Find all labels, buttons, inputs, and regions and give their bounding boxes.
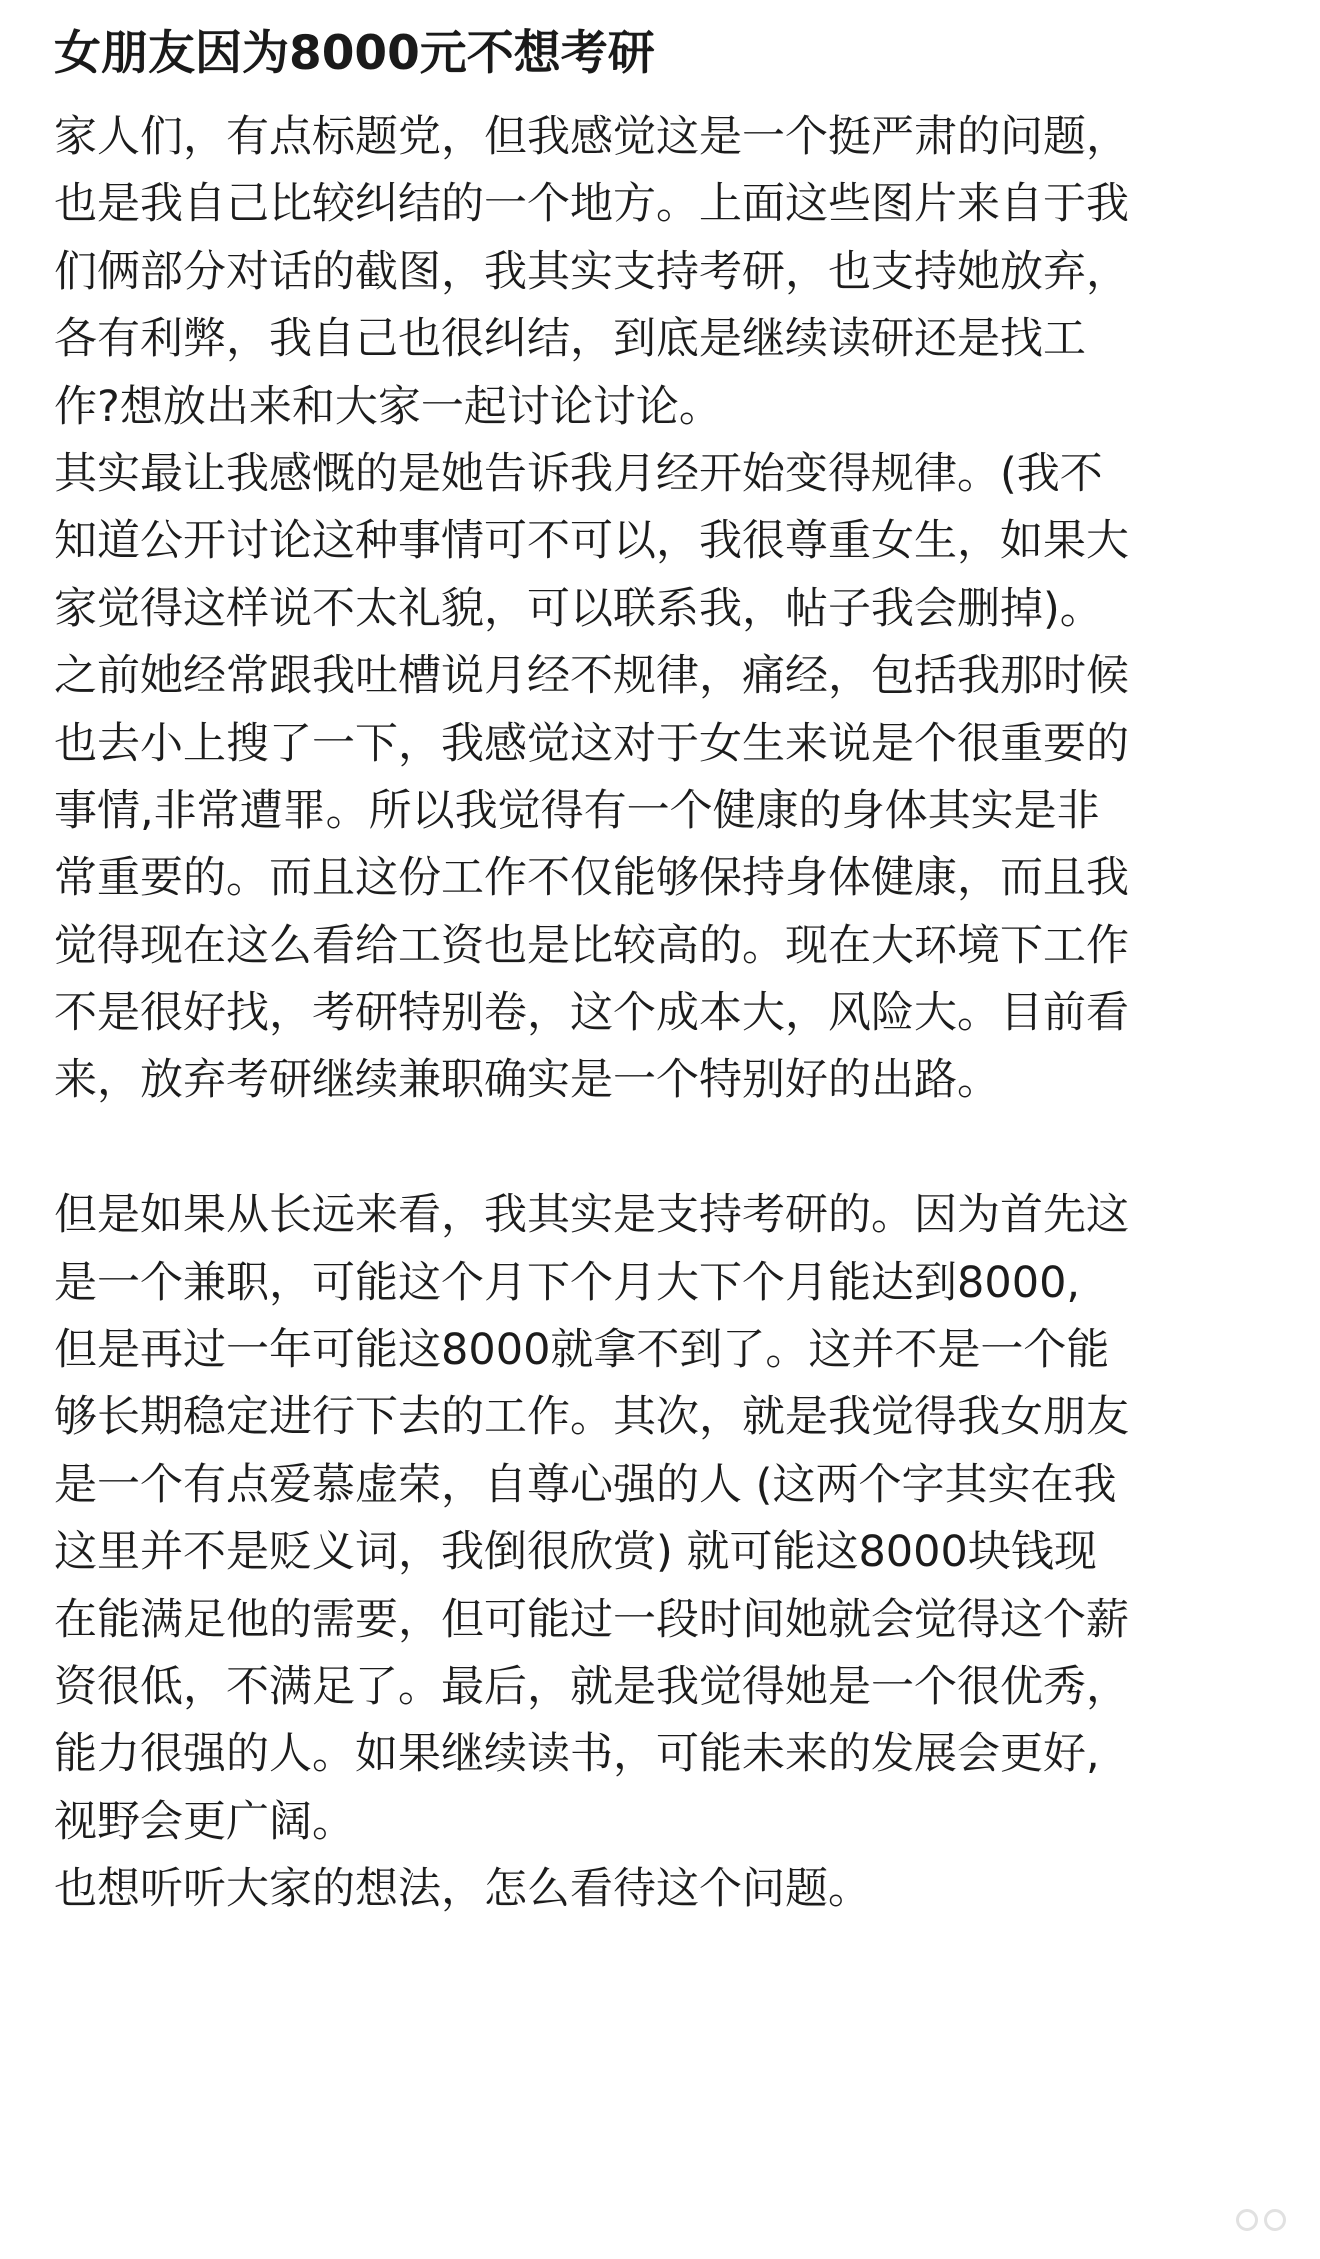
paragraph-line: 来，放弃考研继续兼职确实是一个特别好的出路。 [54, 1055, 1000, 1106]
paragraph-line: 各有利弊，我自己也很纠结，到底是继续读研还是找工 [54, 314, 1086, 365]
paragraph-line: 视野会更广阔。 [54, 1796, 355, 1847]
paragraph-line: 也想听听大家的想法，怎么看待这个问题。 [54, 1864, 871, 1915]
paragraph-line: 知道公开讨论这种事情可不可以，我很尊重女生，如果大 [54, 516, 1129, 567]
paragraph-line: 这里并不是贬义词，我倒很欣赏) 就可能这8000块钱现 [54, 1527, 1097, 1578]
post-paragraph [54, 441, 1266, 643]
paragraph-line: 但是如果从长远来看，我其实是支持考研的。因为首先这 [54, 1190, 1129, 1241]
watermark-logo-icon [1236, 2209, 1258, 2231]
paragraph-line: 也是我自己比较纠结的一个地方。上面这些图片来自于我 [54, 179, 1129, 230]
paragraph-spacer [54, 1115, 1266, 1182]
post-paragraph [54, 104, 1266, 441]
watermark-logo-icon [1264, 2209, 1286, 2231]
paragraph-line: 在能满足他的需要，但可能过一段时间她就会觉得这个薪 [54, 1594, 1129, 1645]
paragraph-line: 但是再过一年可能这8000就拿不到了。这并不是一个能 [54, 1325, 1110, 1376]
paragraph-line: 够长期稳定进行下去的工作。其次，就是我觉得我女朋友 [54, 1392, 1129, 1443]
paragraph-line: 其实最让我感慨的是她告诉我月经开始变得规律。(我不 [54, 448, 1103, 499]
watermark [1136, 2203, 1286, 2237]
paragraph-line: 家人们，有点标题党，但我感觉这是一个挺严肃的问题， [54, 112, 1129, 162]
paragraph-line: 事情,非常遭罪。所以我觉得有一个健康的身体其实是非 [54, 785, 1100, 836]
paragraph-line: 作?想放出来和大家一起讨论讨论。 [54, 381, 722, 432]
post-body [54, 104, 1266, 1924]
post-paragraph [54, 1182, 1266, 1856]
paragraph-line: 们俩部分对话的截图，我其实支持考研，也支持她放弃， [54, 246, 1129, 297]
paragraph-line: 常重要的。而且这份工作不仅能够保持身体健康，而且我 [54, 853, 1129, 904]
paragraph-line: 之前她经常跟我吐槽说月经不规律，痛经，包括我那时候 [54, 651, 1129, 702]
post-title: 女朋友因为8000元不想考研 [54, 26, 655, 81]
paragraph-line: 觉得现在这么看给工资也是比较高的。现在大环境下工作 [54, 920, 1129, 971]
paragraph-line: 能力很强的人。如果继续读书，可能未来的发展会更好, [54, 1729, 1100, 1780]
paragraph-line: 资很低，不满足了。最后，就是我觉得她是一个很优秀， [54, 1661, 1129, 1712]
paragraph-line: 是一个兼职，可能这个月下个月大下个月能达到8000, [54, 1257, 1081, 1308]
paragraph-line: 不是很好找，考研特别卷，这个成本大，风险大。目前看 [54, 988, 1129, 1039]
paragraph-line: 也去小上搜了一下，我感觉这对于女生来说是个很重要的 [54, 718, 1129, 769]
post-paragraph [54, 1856, 1266, 1923]
paragraph-line: 是一个有点爱慕虚荣，自尊心强的人 (这两个字其实在我 [54, 1459, 1117, 1510]
paragraph-line: 家觉得这样说不太礼貌，可以联系我，帖子我会删掉)。 [54, 583, 1103, 634]
post-paragraph [54, 643, 1266, 1115]
